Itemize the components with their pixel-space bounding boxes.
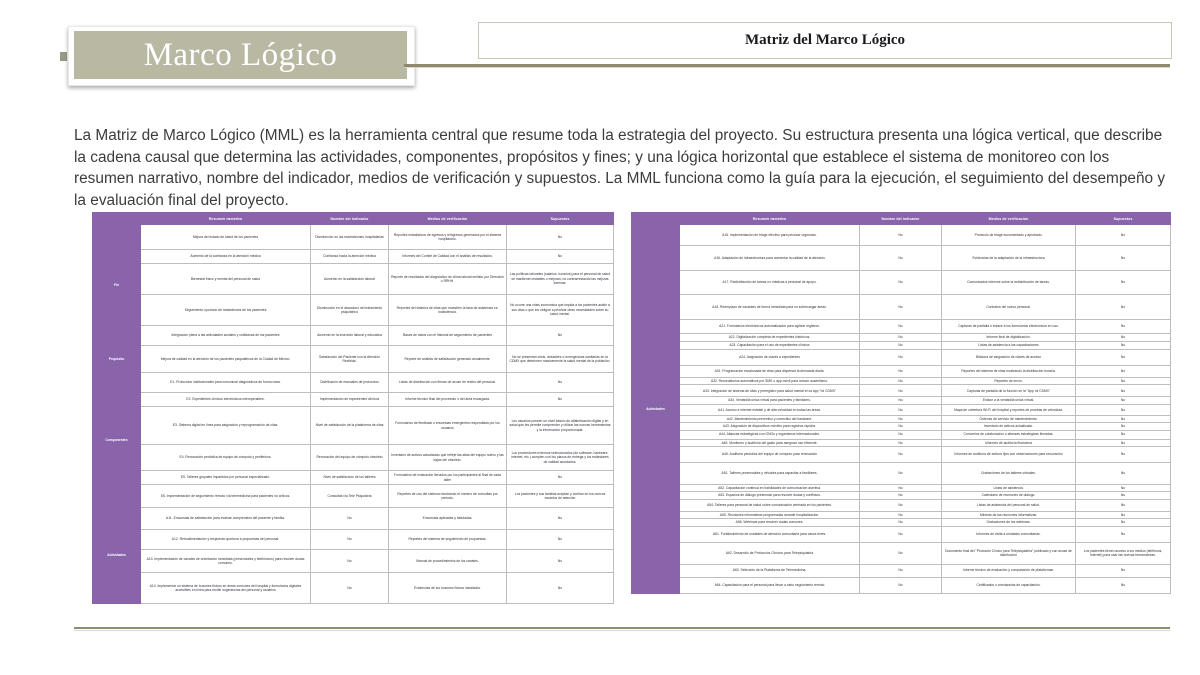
cell-indicador: No xyxy=(860,271,942,295)
cell-resumen: A43. Asignación de dispositivos móviles para registros rápidos. xyxy=(680,423,860,430)
page-title: Marco Lógico xyxy=(143,36,338,73)
cell-resumen: A13. Implementación de canales de orientación inmediata (presenciales y telefónicos) para resolver dudas comunes. xyxy=(141,550,311,573)
slide-header xyxy=(0,0,1200,95)
cell-supuestos: No xyxy=(1076,350,1171,366)
cell-resumen: E1. Protocolos institucionales para comunicar diagnósticos de forma clara. xyxy=(141,373,311,393)
cell-supuestos: No xyxy=(507,393,614,407)
cell-medios: Listas de asistencia del personal de salud. xyxy=(942,499,1076,511)
cell-medios: Reportes de envío. xyxy=(942,378,1076,385)
cell-indicador: No xyxy=(860,463,942,485)
cell-medios: Informes del Comité de Calidad con el análisis de resultados. xyxy=(389,250,507,264)
cell-indicador: No xyxy=(860,423,942,430)
table-row xyxy=(632,378,1171,385)
cell-resumen: A24. Asignación de claves a expedientes xyxy=(680,350,860,366)
cell-supuestos: No xyxy=(1076,385,1171,397)
cell-supuestos: No xyxy=(1076,485,1171,492)
table-row xyxy=(632,295,1171,320)
cell-indicador: No xyxy=(860,542,942,564)
cell-supuestos: No xyxy=(1076,423,1171,430)
cell-medios: Convenios de colaboración o alianzas estratégicas firmadas. xyxy=(942,430,1076,439)
table-row xyxy=(93,393,614,407)
cell-medios: Órdenes de servicio de mantenimiento. xyxy=(942,415,1076,422)
table-header-row xyxy=(632,213,1171,225)
cell-indicador: No xyxy=(311,550,389,573)
subtitle-box xyxy=(478,22,1172,59)
cell-indicador: No xyxy=(311,530,389,550)
cell-medios: Calendario de reuniones de diálogo. xyxy=(942,492,1076,499)
title-plate xyxy=(74,31,407,79)
table-row xyxy=(632,492,1171,499)
cell-supuestos: No xyxy=(1076,342,1171,350)
cell-resumen: A23. Capacitación para el uso de expedientes clínicos xyxy=(680,342,860,350)
cell-indicador: No xyxy=(860,385,942,397)
cell-supuestos: No xyxy=(1076,577,1171,593)
cell-indicador: No xyxy=(860,295,942,320)
cell-resumen: A21. Formularios electrónicos automatizados para agilizar registros. xyxy=(680,320,860,334)
cell-supuestos: No xyxy=(1076,271,1171,295)
cell-supuestos: No xyxy=(1076,430,1171,439)
cell-supuestos: No ocurre una crisis económica que impida a los pacientes asistir a sus citas o que los obligue a priorizar otras necesidades sobre su salud mental. xyxy=(507,295,614,326)
table-row xyxy=(632,271,1171,295)
cell-medios: Evidencias de la adaptación de la infraestructura xyxy=(942,246,1076,271)
cell-medios: Inventario de activos actualizado. xyxy=(942,423,1076,430)
cell-supuestos: No xyxy=(1076,378,1171,385)
matrix-table-right xyxy=(631,212,1171,594)
cell-supuestos: No xyxy=(1076,439,1171,446)
cell-indicador: Nivel de satisfacción de los talleres xyxy=(311,471,389,485)
cell-medios: Manual de procedimientos de los canales. xyxy=(389,550,507,573)
cell-supuestos: Las políticas laborales (salarios, horarios) para el personal de salud se mantienen estables o mejoran, no contrarrestando las mejoras internas. xyxy=(507,264,614,295)
cell-supuestos: Los proveedores externos seleccionados (de software, hardware, internet, etc.) cumplen con los plazos de entrega y los estándares de calidad acordados. xyxy=(507,445,614,471)
cell-resumen: A46. Auditoría periódica del equipo de cómputo para renovación xyxy=(680,447,860,463)
cell-supuestos: No xyxy=(1076,463,1171,485)
cell-supuestos: No xyxy=(1076,492,1171,499)
cell-indicador: Aumento en la inserción laboral y educativa xyxy=(311,326,389,346)
cell-medios: Informe final de digitalización. xyxy=(942,334,1076,342)
cell-resumen: A62. Desarrollo de Protocolos Clínicos para Telepsiquiatría xyxy=(680,542,860,564)
cell-supuestos: No xyxy=(1076,366,1171,378)
row-group-label-propósito: Propósito xyxy=(93,346,141,373)
cell-resumen: A16. Adaptación de infraestructura para aumentar la calidad de la atención xyxy=(680,246,860,271)
cell-supuestos: No xyxy=(1076,447,1171,463)
cell-resumen: Mejora del estado de salud de los pacientes xyxy=(141,225,311,250)
cell-supuestos: No xyxy=(507,573,614,604)
column-header-indicador: Nombre del indicador xyxy=(860,213,942,225)
cell-medios: Protocolo de triage documentado y aprobado. xyxy=(942,225,1076,246)
cell-medios: Contratos del nuevo personal. xyxy=(942,295,1076,320)
intro-paragraph: La Matriz de Marco Lógico (MML) es la herramienta central que resume toda la estrategia del proyecto. Su estructura presenta una lógica vertical, que describe la cadena causal que determina las actividades, componentes, propósitos y fines; y una lógica horizontal que establece el sistema de monitoreo con los resumen narrativo, nombre del indicador, medios de verificación y supuestos. La MML funciona como la guía para la ejecución, el seguimiento del desempeño y la evaluación final del proyecto. xyxy=(74,127,1166,209)
cell-indicador: No xyxy=(860,225,942,246)
cell-resumen: E2. Expedientes clínicos electrónicos interoperables. xyxy=(141,393,311,407)
footer-rule xyxy=(74,627,1170,629)
cell-supuestos: No xyxy=(507,508,614,530)
table-row xyxy=(632,350,1171,366)
cell-supuestos: No xyxy=(507,550,614,573)
cell-medios: Informes de visita a unidades comunitarias. xyxy=(942,526,1076,542)
cell-supuestos: No xyxy=(507,471,614,485)
table-row xyxy=(93,407,614,445)
cell-indicador: Confianza hacia la atención médica xyxy=(311,250,389,264)
cell-medios: Listas de distribución con firmas de acuse de recibo del personal. xyxy=(389,373,507,393)
cell-resumen: A17. Redistribución de tareas no médicas a personal de apoyo. xyxy=(680,271,860,295)
cell-resumen: A53. Espacios de diálogo presencial para resolver dudas y conflictos. xyxy=(680,492,860,499)
table-header-row xyxy=(93,213,614,225)
cell-indicador: Disminución en las readmisiones hospitalarias xyxy=(311,225,389,250)
cell-indicador: No xyxy=(860,378,942,385)
cell-supuestos: No xyxy=(1076,320,1171,334)
cell-indicador: No xyxy=(860,397,942,404)
cell-supuestos: No xyxy=(507,373,614,393)
table-row xyxy=(93,445,614,471)
row-group-label-componentes: Componentes xyxy=(93,373,141,508)
cell-indicador: No xyxy=(860,404,942,415)
cell-medios: Informe técnico final del proveedor o del área encargada. xyxy=(389,393,507,407)
table-row xyxy=(93,550,614,573)
matrix-table-left xyxy=(92,212,614,604)
cell-indicador: No xyxy=(860,439,942,446)
cell-resumen: A64. Capacitación para el personal para llevar a cabo seguimiento remoto xyxy=(680,577,860,593)
cell-resumen: A56. Webinars para resolver dudas comunes. xyxy=(680,519,860,526)
cell-resumen: A52. Capacitación continua en habilidades de comunicación asertiva. xyxy=(680,485,860,492)
cell-supuestos: No xyxy=(507,225,614,250)
cell-medios: Certificados o constancias de capacitación. xyxy=(942,577,1076,593)
cell-supuestos: No xyxy=(1076,526,1171,542)
table-row xyxy=(632,564,1171,577)
cell-supuestos: No xyxy=(1076,519,1171,526)
cell-resumen: E3. Sistema digital en línea para asignación y reprogramación de citas. xyxy=(141,407,311,445)
cell-resumen: Integración plena a las actividades sociales y cotidianas de los pacientes xyxy=(141,326,311,346)
table-row xyxy=(93,471,614,485)
cell-medios: Inventario de activos actualizado que refleje las altas del equipo nuevo y las bajas del obsoleto. xyxy=(389,445,507,471)
cell-indicador: Consultas vía Tele Psiquiatría xyxy=(311,485,389,508)
row-group-label-actividades: Actividades xyxy=(632,225,680,594)
cell-supuestos: Los pacientes tienen acceso a los medios (teléfonos, internet) para usar las nuevas herramientas. xyxy=(1076,542,1171,564)
cell-resumen: A34. Ventanilla única virtual para pacientes y familiares. xyxy=(680,397,860,404)
cell-medios: Comunicados internos sobre la redistribución de tareas. xyxy=(942,271,1076,295)
table-row xyxy=(632,526,1171,542)
cell-medios: Reportes del sistema de citas que muestren la tasa de asistencia vs. inasistencia. xyxy=(389,295,507,326)
cell-indicador: No xyxy=(860,366,942,378)
matrix-right-body xyxy=(632,225,1171,594)
cell-resumen: Mejora de calidad en la atención de los pacientes psiquiátricos de la Ciudad de México. xyxy=(141,346,311,373)
cell-indicador: No xyxy=(860,519,942,526)
cell-medios: Reporte de análisis de satisfacción generado anualmente. xyxy=(389,346,507,373)
matrix-right-head xyxy=(632,213,1171,225)
row-group-label-fin: Fin xyxy=(93,225,141,346)
cell-resumen: E5. Talleres grupales impartidos por personal especializado. xyxy=(141,471,311,485)
title-accent-tick xyxy=(60,52,67,61)
cell-medios: Documento final del "Protocolo Clínico para Telepsiquiatría" publicado y con acuse de distribución xyxy=(942,542,1076,564)
table-row xyxy=(93,530,614,550)
column-header-resumen: Resumen narrativo xyxy=(141,213,311,225)
cell-medios: Formularios de evaluación llenados por los participantes al final de cada taller xyxy=(389,471,507,485)
table-row xyxy=(632,519,1171,526)
cell-indicador: Disminución en el abandono del tratamiento psiquiátrico xyxy=(311,295,389,326)
cell-resumen: A32. Recordatorios automáticos por SMS o app móvil para reducir ausentismo. xyxy=(680,378,860,385)
table-row xyxy=(632,577,1171,593)
table-row xyxy=(632,334,1171,342)
cell-resumen: A14. Implementar un sistema de buzones físicos en áreas comunes del hospital y formularios digitales accesibles en línea para recibir sugerencias del personal y usuarios xyxy=(141,573,311,604)
cell-medios: Minutas de las reuniones informativas. xyxy=(942,511,1076,518)
cell-indicador: No xyxy=(860,415,942,422)
cell-resumen: Aumento de la confianza en la atención médica xyxy=(141,250,311,264)
cell-medios: Grabaciones de los webinars. xyxy=(942,519,1076,526)
cell-resumen: A12. Retroalimentación y respuesta oportuna a propuestas del personal. xyxy=(141,530,311,550)
cell-indicador: No xyxy=(860,564,942,577)
cell-medios: Listas de asistencia. xyxy=(942,485,1076,492)
cell-supuestos: No xyxy=(1076,334,1171,342)
column-header-supuestos: Supuestos xyxy=(507,213,614,225)
cell-supuestos: No xyxy=(1076,404,1171,415)
table-row xyxy=(632,463,1171,485)
cell-supuestos: No xyxy=(1076,225,1171,246)
table-row xyxy=(632,499,1171,511)
table-row xyxy=(632,366,1171,378)
matrix-left-body xyxy=(93,225,614,604)
table-row xyxy=(93,485,614,508)
table-row xyxy=(632,439,1171,446)
cell-indicador: No xyxy=(860,485,942,492)
column-header-group xyxy=(632,213,680,225)
column-header-resumen: Resumen narrativo xyxy=(680,213,860,225)
table-row xyxy=(93,373,614,393)
cell-resumen: Seguimiento oportuno de tratamientos de los pacientes xyxy=(141,295,311,326)
cell-medios: Listas de asistencia a las capacitaciones xyxy=(942,342,1076,350)
cell-resumen: A55. Reuniones informativas programadas durante hospitalización. xyxy=(680,511,860,518)
table-row xyxy=(93,573,614,604)
cell-medios: Capturas de pantalla de la función en la "App mi CDMX" xyxy=(942,385,1076,397)
cell-medios: Mapa de cobertura Wi-Fi del hospital y reportes de pruebas de velocidad. xyxy=(942,404,1076,415)
cell-resumen: A11. Encuestas de satisfacción para evaluar comprensión del paciente y familia. xyxy=(141,508,311,530)
cell-medios: Reportes del sistema de seguimiento de propuestas. xyxy=(389,530,507,550)
cell-indicador: Implementación de expedientes clínicos xyxy=(311,393,389,407)
cell-resumen: Bienestar físico y mental del personal de salud xyxy=(141,264,311,295)
cell-indicador: Aumento en la satisfacción laboral xyxy=(311,264,389,295)
cell-supuestos: No xyxy=(507,250,614,264)
cell-resumen: A41. Acceso a internet estable y de alta velocidad en todas las áreas. xyxy=(680,404,860,415)
cell-medios: Formularios de feedback o encuestas emergentes respondidas por los usuarios xyxy=(389,407,507,445)
cell-medios: Evidencias de los buzones físicos instalados. xyxy=(389,573,507,604)
cell-resumen: A61. Fortalecimiento de unidades de atención comunitaria para casos leves. xyxy=(680,526,860,542)
cell-medios: Reporte de resultados del diagnóstico de clima laboral emitido por Dirección o RRHH. xyxy=(389,264,507,295)
table-row xyxy=(632,397,1171,404)
cell-medios: Reportes del sistema de citas mostrando la distribución horaria. xyxy=(942,366,1076,378)
table-row xyxy=(632,225,1171,246)
column-header-medios: Medios de verificación xyxy=(942,213,1076,225)
cell-supuestos: No xyxy=(507,326,614,346)
cell-resumen: A63. Selección de la Plataforma de Telemedicina. xyxy=(680,564,860,577)
cell-supuestos: No xyxy=(1076,499,1171,511)
cell-indicador: Renovación del equipo de cómputo obsoleto xyxy=(311,445,389,471)
table-row xyxy=(632,320,1171,334)
table-row xyxy=(632,423,1171,430)
cell-indicador: No xyxy=(860,430,942,439)
cell-resumen: A18. Reemplazo de vacantes de forma inmediata para no sobrecargar áreas. xyxy=(680,295,860,320)
column-header-indicador: Nombre del indicador xyxy=(311,213,389,225)
table-row xyxy=(632,246,1171,271)
column-header-supuestos: Supuestos xyxy=(1076,213,1171,225)
cell-supuestos: No se presentan crisis, desastres o emergencias sanitarias en la CDMX que deterioren masivamente la salud mental de la población. xyxy=(507,346,614,373)
cell-medios: Grabaciones de los talleres virtuales. xyxy=(942,463,1076,485)
cell-indicador: Nivel de satisfacción de la plataforma de citas xyxy=(311,407,389,445)
table-row xyxy=(632,415,1171,422)
cell-medios: Capturas de pantalla o enlace a los formularios electrónicos en uso. xyxy=(942,320,1076,334)
cell-medios: Bases de datos con el historial de seguimiento de pacientes xyxy=(389,326,507,346)
cell-indicador: No xyxy=(860,492,942,499)
table-row xyxy=(632,511,1171,518)
cell-supuestos: No xyxy=(1076,564,1171,577)
column-header-group xyxy=(93,213,141,225)
cell-resumen: A44. Alianzas estratégicas con ONGs y organismos internacionales. xyxy=(680,430,860,439)
table-row xyxy=(93,326,614,346)
cell-resumen: E4. Renovación periódica de equipo de cómputo y periféricos. xyxy=(141,445,311,471)
matrix-left-head xyxy=(93,213,614,225)
cell-indicador: Distribución de manuales de protocolos xyxy=(311,373,389,393)
cell-resumen: A33. Integración de sistema de citas y preregistro para salud mental en la app "mi CDMX" xyxy=(680,385,860,397)
cell-medios: Informe técnico de evaluación y comparación de plataformas. xyxy=(942,564,1076,577)
cell-supuestos: No xyxy=(1076,397,1171,404)
cell-indicador: No xyxy=(311,508,389,530)
cell-medios: Informes de auditoría de activos fijos con observaciones para renovación xyxy=(942,447,1076,463)
cell-medios: Informes de auditoría financiera xyxy=(942,439,1076,446)
table-row xyxy=(93,250,614,264)
table-row xyxy=(632,404,1171,415)
cell-medios: Enlace a la ventanilla única virtual. xyxy=(942,397,1076,404)
table-row xyxy=(632,385,1171,397)
table-row xyxy=(93,508,614,530)
table-row xyxy=(632,542,1171,564)
row-group-label-actividades: Actividades xyxy=(93,508,141,604)
cell-indicador: No xyxy=(860,447,942,463)
cell-indicador: No xyxy=(860,511,942,518)
cell-supuestos: No xyxy=(1076,511,1171,518)
table-row xyxy=(632,447,1171,463)
cell-indicador: No xyxy=(860,320,942,334)
subtitle-text: Matriz del Marco Lógico xyxy=(744,32,906,48)
cell-indicador: No xyxy=(860,577,942,593)
cell-indicador: No xyxy=(860,350,942,366)
column-header-medios: Medios de verificación xyxy=(389,213,507,225)
table-row xyxy=(93,264,614,295)
cell-resumen: A31. Programación escalonada de citas para dispersar la demanda diaria. xyxy=(680,366,860,378)
cell-indicador: No xyxy=(860,334,942,342)
header-rule-secondary xyxy=(404,67,1170,68)
cell-indicador: Satisfacción del Paciente con la Atención Recibida. xyxy=(311,346,389,373)
cell-indicador: No xyxy=(311,573,389,604)
cell-resumen: A54. Talleres para personal de salud sobre comunicación centrada en los pacientes. xyxy=(680,499,860,511)
cell-indicador: No xyxy=(860,246,942,271)
cell-supuestos: No xyxy=(1076,246,1171,271)
cell-resumen: A51. Talleres presenciales y virtuales para capacitar a familiares. xyxy=(680,463,860,485)
cell-supuestos: No xyxy=(507,530,614,550)
cell-supuestos: Los usuarios poseen un nivel básico de alfabetización digital y en salud que les permite comprender y utilizar las nuevas herramientas y la información proporcionada. xyxy=(507,407,614,445)
cell-supuestos: No xyxy=(1076,415,1171,422)
cell-resumen: E6. Implementación de seguimiento remoto vía telemedicina para pacientes no críticos. xyxy=(141,485,311,508)
table-row xyxy=(632,485,1171,492)
table-row xyxy=(632,342,1171,350)
cell-resumen: A22. Digitalización completa de expedientes históricos. xyxy=(680,334,860,342)
table-row xyxy=(93,225,614,250)
table-row xyxy=(93,295,614,326)
cell-indicador: No xyxy=(860,342,942,350)
cell-indicador: No xyxy=(860,526,942,542)
cell-supuestos: No xyxy=(1076,295,1171,320)
cell-medios: Reportes estadísticos de egresos y reingresos generados por el sistema hospitalario. xyxy=(389,225,507,250)
footer-rule-secondary xyxy=(74,630,1170,631)
table-row xyxy=(93,346,614,373)
cell-resumen: A42. Mantenimiento preventivo y correctivo del hardware. xyxy=(680,415,860,422)
cell-resumen: A45. Monitoreo y auditoría del gasto para asegurar uso eficiente. xyxy=(680,439,860,446)
cell-medios: Bitácora de asignación de claves de acceso xyxy=(942,350,1076,366)
table-row xyxy=(632,430,1171,439)
cell-indicador: No xyxy=(860,499,942,511)
cell-medios: Reportes de uso del sistema mostrando el número de consultas por periodo. xyxy=(389,485,507,508)
cell-supuestos: Los pacientes y sus familias aceptan y confían en los nuevos modelos de atención xyxy=(507,485,614,508)
cell-resumen: A15. Implementación de triage efectivo para priorizar urgencias. xyxy=(680,225,860,246)
cell-medios: Encuestas aplicadas y tabuladas. xyxy=(389,508,507,530)
